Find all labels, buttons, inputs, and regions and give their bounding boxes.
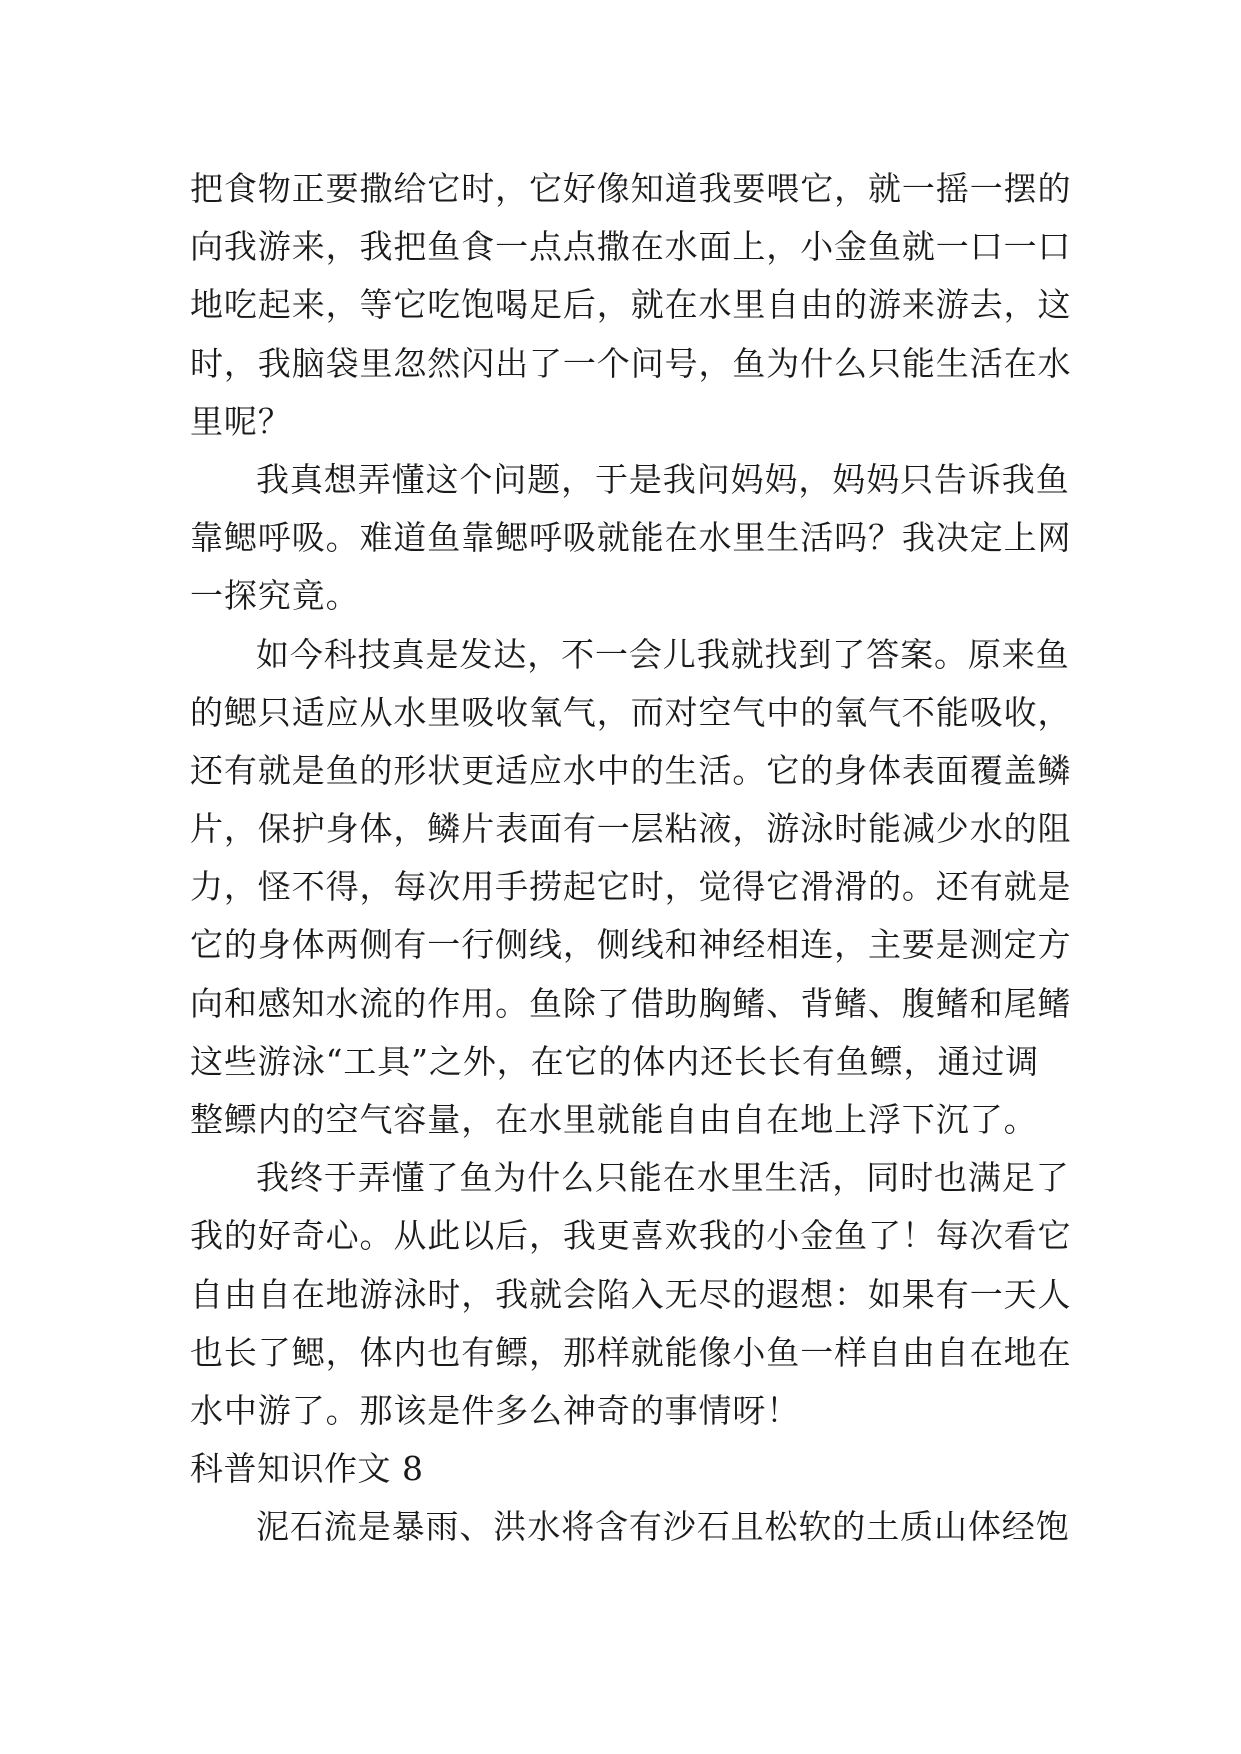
text-line: 我真想弄懂这个问题，于是我问妈妈，妈妈只告诉我鱼 [256, 459, 1070, 499]
text-line: 的鳃只适应从水里吸收氧气，而对空气中的氧气不能吸收， [190, 692, 1072, 732]
text-line: 整鳔内的空气容量，在水里就能自由自在地上浮下沉了。 [190, 1100, 1038, 1139]
text-line: 还有就是鱼的形状更适应水中的生活。它的身体表面覆盖鳞 [190, 750, 1072, 790]
text-line: 地吃起来，等它吃饱喝足后，就在水里自由的游来游去，这 [190, 285, 1072, 325]
text-line: 自由自在地游泳时，我就会陷入无尽的遐想：如果有一天人 [190, 1274, 1072, 1314]
text-line: 如今科技真是发达，不一会儿我就找到了答案。原来鱼 [256, 634, 1070, 674]
text-line: 向和感知水流的作用。鱼除了借助胸鳍、背鳍、腹鳍和尾鳍 [190, 983, 1072, 1023]
paragraph-1 [190, 160, 1072, 451]
text-line: 我的好奇心。从此以后，我更喜欢我的小金鱼了！每次看它 [190, 1216, 1072, 1256]
text-line: 也长了鳃，体内也有鳔，那样就能像小鱼一样自由自在地在 [190, 1332, 1072, 1372]
text-line: 水中游了。那该是件多么神奇的事情呀！ [190, 1390, 801, 1430]
section-heading [190, 1440, 1050, 1498]
paragraph-2 [190, 451, 1072, 626]
paragraph-3 [190, 626, 1072, 1150]
text-line: 靠鳃呼吸。难道鱼靠鳃呼吸就能在水里生活吗？我决定上网 [190, 518, 1072, 558]
text-line: 时，我脑袋里忽然闪出了一个问号，鱼为什么只能生活在水 [190, 343, 1072, 383]
text-line: 它的身体两侧有一行侧线，侧线和神经相连，主要是测定方 [190, 925, 1072, 965]
text-line: 片，保护身体，鳞片表面有一层粘液，游泳时能减少水的阻 [190, 809, 1072, 849]
text-line: 我终于弄懂了鱼为什么只能在水里生活，同时也满足了 [256, 1158, 1070, 1198]
text-line: 力，怪不得，每次用手捞起它时，觉得它滑滑的。还有就是 [190, 867, 1072, 907]
paragraph-4 [190, 1149, 1072, 1440]
text-line: 里呢？ [190, 401, 292, 441]
text-line: 这些游泳“工具”之外，在它的体内还长长有鱼鳔，通过调 [190, 1041, 1040, 1081]
section-heading-text: 科普知识作文 8 [190, 1449, 424, 1489]
text-line: 向我游来，我把鱼食一点点撒在水面上，小金鱼就一口一口 [190, 227, 1072, 267]
document-body [190, 160, 1072, 1557]
text-line: 一探究竟。 [190, 576, 360, 616]
paragraph-5 [190, 1498, 1070, 1556]
text-line: 把食物正要撒给它时，它好像知道我要喂它，就一摇一摆的 [190, 169, 1072, 208]
text-line: 泥石流是暴雨、洪水将含有沙石且松软的土质山体经饱 [256, 1507, 1070, 1547]
